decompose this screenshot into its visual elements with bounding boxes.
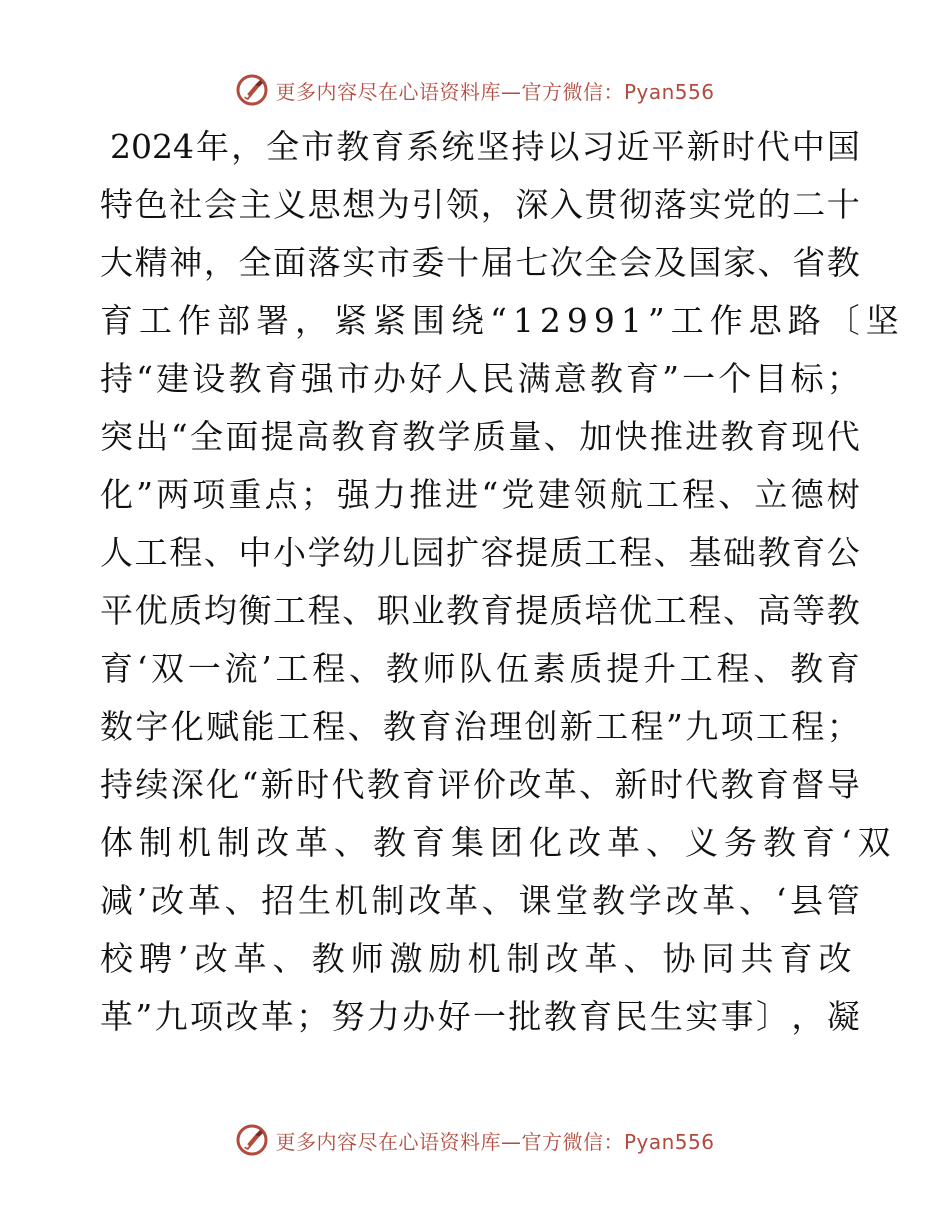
text-line: 特 色 社 会 主 义 思 想 为 引 领 ， 深 入 贯 彻 落 实 党 的 二 十: [100, 185, 860, 224]
text-line: 持 续 深 化 “ 新 时 代 教 育 评 价 改 革 、 新 时 代 教 育 督 导: [100, 765, 860, 804]
text-line: 人 工 程 、 中 小 学 幼 儿 园 扩 容 提 质 工 程 、 基 础 教 育 公: [100, 533, 860, 572]
text-line: 育 ‘ 双 一 流 ’ 工 程 、 教 师 队 伍 素 质 提 升 工 程 、 教 育: [100, 649, 860, 688]
banner-text: 更多内容尽在心语资料库—官方微信：Pyan556: [275, 1129, 715, 1154]
text-line: 化 ” 两 项 重 点 ； 强 力 推 进 “ 党 建 领 航 工 程 、 立 德 树: [100, 475, 860, 514]
text-line: 2024 年 ， 全 市 教 育 系 统 坚 持 以 习 近 平 新 时 代 中 国: [110, 127, 860, 166]
text-line: 育工作部署，紧紧围绕“12991”工作思路〔坚: [100, 301, 905, 340]
text-line: 体制机制改革、教育集团化改革、义务教育‘双: [100, 823, 897, 862]
pen-nib-circle-icon: [235, 1123, 269, 1157]
text-line: 减 ’ 改 革 、 招 生 机 制 改 革 、 课 堂 教 学 改 革 、 ‘ 县 管: [100, 881, 860, 920]
text-line: 革 ” 九 项 改 革 ； 努 力 办 好 一 批 教 育 民 生 实 事 〕 ， 凝: [100, 997, 860, 1036]
text-line: 大 精 神 ， 全 面 落 实 市 委 十 届 七 次 全 会 及 国 家 、 省 教: [100, 243, 860, 282]
header-banner: [0, 70, 950, 110]
text-line: 突 出 “ 全 面 提 高 教 育 教 学 质 量 、 加 快 推 进 教 育 现 代: [100, 417, 860, 456]
document-body: [100, 118, 905, 1046]
text-line: 平 优 质 均 衡 工 程 、 职 业 教 育 提 质 培 优 工 程 、 高 等 教: [100, 591, 860, 630]
footer-banner: [0, 1120, 950, 1160]
text-line: 数 字 化 赋 能 工 程 、 教 育 治 理 创 新 工 程 ” 九 项 工 程 ；: [100, 707, 860, 746]
text-line: 持 “ 建 设 教 育 强 市 办 好 人 民 满 意 教 育 ” 一 个 目 标 ；: [100, 359, 860, 398]
banner-text: 更多内容尽在心语资料库—官方微信：Pyan556: [275, 79, 715, 104]
pen-nib-circle-icon: [235, 73, 269, 107]
text-line: 校聘’改革、教师激励机制改革、协同共育改: [100, 939, 858, 978]
